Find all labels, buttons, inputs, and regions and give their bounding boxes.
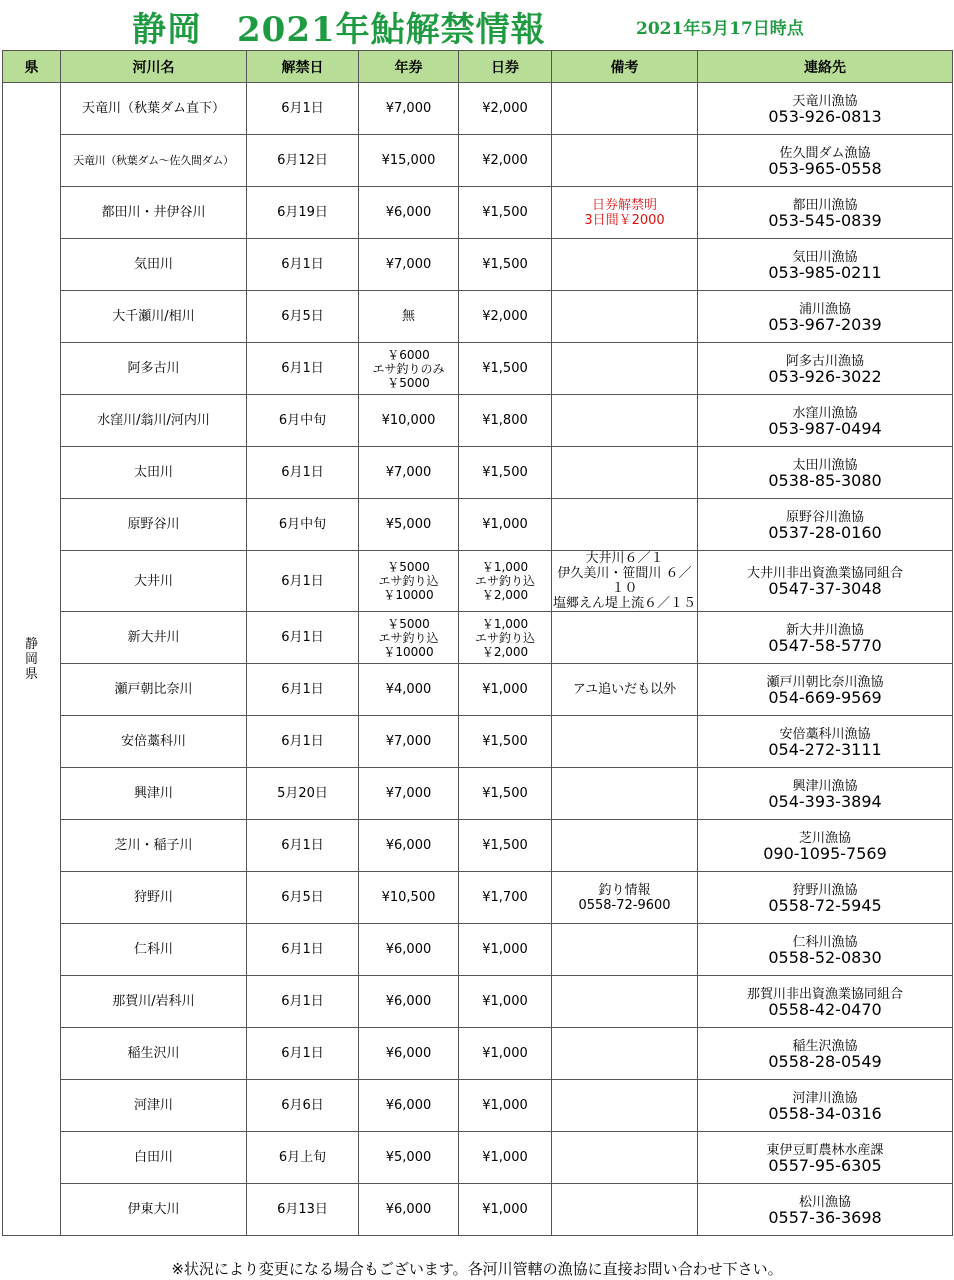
ayu-season-table <box>2 50 953 1236</box>
notes <box>552 343 698 395</box>
col-header-prefecture: 県 <box>3 51 61 83</box>
contact-phone: 054-669-9569 <box>768 687 882 707</box>
river-name: 原野谷川 <box>61 499 247 551</box>
notes <box>552 395 698 447</box>
contact-phone: 053-965-0558 <box>768 158 882 178</box>
contact-phone: 054-393-3894 <box>768 791 882 811</box>
contact-org: 大井川非出資漁業協同組合 <box>746 566 903 581</box>
river-name: 白田川 <box>61 1132 247 1184</box>
open-date: 6月1日 <box>247 716 359 768</box>
contact-org: 天竜川漁協 <box>792 93 858 109</box>
day-ticket: ¥1,500 <box>459 239 552 291</box>
notes <box>552 924 698 976</box>
contact-phone: 054-272-3111 <box>768 739 882 759</box>
annual-ticket: ¥5,000 <box>359 1132 459 1184</box>
day-ticket: ¥1,500 <box>459 716 552 768</box>
annual-ticket: ￥5000 エサ釣り込 ￥10000 <box>359 551 459 612</box>
prefecture-label: 静岡県 <box>24 636 38 682</box>
table-row <box>3 1184 953 1236</box>
annual-ticket: ￥5000 エサ釣り込 ￥10000 <box>359 612 459 664</box>
river-name: 天竜川（秋葉ダム～佐久間ダム） <box>61 135 247 187</box>
contact-phone: 053-926-0813 <box>768 106 882 126</box>
table-row <box>3 1028 953 1080</box>
contact-org: 太田川漁協 <box>792 457 858 473</box>
open-date: 6月5日 <box>247 291 359 343</box>
day-ticket: ¥1,000 <box>459 499 552 551</box>
river-name: 興津川 <box>61 768 247 820</box>
annual-ticket: ¥6,000 <box>359 976 459 1028</box>
contact-cell <box>698 820 953 872</box>
river-name: 伊東大川 <box>61 1184 247 1236</box>
contact-phone: 0557-36-3698 <box>768 1207 882 1227</box>
contact-org: 芝川漁協 <box>798 830 851 846</box>
river-name: 瀬戸朝比奈川 <box>61 664 247 716</box>
notes <box>552 768 698 820</box>
contact-phone: 053-987-0494 <box>768 418 882 438</box>
table-row <box>3 83 953 135</box>
open-date: 6月1日 <box>247 612 359 664</box>
table-row <box>3 551 953 612</box>
table-row <box>3 291 953 343</box>
contact-org: 水窪川漁協 <box>792 405 858 421</box>
open-date: 6月5日 <box>247 872 359 924</box>
contact-cell <box>698 239 953 291</box>
annual-ticket: ¥6,000 <box>359 924 459 976</box>
day-ticket: ¥1,000 <box>459 1184 552 1236</box>
day-ticket: ¥1,000 <box>459 1080 552 1132</box>
contact-phone: 0537-28-0160 <box>768 522 882 542</box>
contact-phone: 053-985-0211 <box>768 262 882 282</box>
notes: 大井川６／１ 伊久美川・笹間川 ６／１０ 塩郷えん堤上流６／１５ <box>552 551 696 611</box>
table-row <box>3 716 953 768</box>
contact-org: 佐久間ダム漁協 <box>779 145 871 161</box>
contact-cell <box>698 1132 953 1184</box>
annual-ticket: ¥10,000 <box>359 395 459 447</box>
notes <box>552 83 698 135</box>
prefecture-cell <box>3 83 61 1236</box>
day-ticket: ¥1,500 <box>459 768 552 820</box>
annual-ticket: ¥10,500 <box>359 872 459 924</box>
notes <box>552 612 698 664</box>
notes <box>552 499 698 551</box>
table-row <box>3 820 953 872</box>
contact-cell <box>698 716 953 768</box>
table-body <box>3 83 953 1236</box>
contact-org: 瀬戸川朝比奈川漁協 <box>766 674 884 690</box>
annual-ticket: ¥6,000 <box>359 820 459 872</box>
contact-phone: 0557-95-6305 <box>768 1155 882 1175</box>
contact-phone: 0558-28-0549 <box>768 1051 882 1071</box>
contact-org: 狩野川漁協 <box>792 882 858 898</box>
footer-note: ※状況により変更になる場合もございます。各河川管轄の漁協に直接お問い合わせ下さい。 <box>171 1260 783 1278</box>
river-name: 阿多古川 <box>61 343 247 395</box>
contact-phone: 053-926-3022 <box>768 366 882 386</box>
col-header-annual-ticket: 年券 <box>359 51 459 83</box>
contact-phone: 0558-42-0470 <box>768 999 882 1019</box>
contact-cell <box>698 1080 953 1132</box>
annual-ticket: ¥7,000 <box>359 768 459 820</box>
notes <box>552 716 698 768</box>
day-ticket: ¥2,000 <box>459 135 552 187</box>
col-header-notes: 備考 <box>552 51 698 83</box>
table-row <box>3 135 953 187</box>
river-name: 気田川 <box>61 239 247 291</box>
contact-org: 浦川漁協 <box>798 301 851 317</box>
contact-org: 新大井川漁協 <box>785 622 864 638</box>
contact-org: 原野谷川漁協 <box>785 509 864 525</box>
annual-ticket: ¥7,000 <box>359 716 459 768</box>
contact-cell <box>698 499 953 551</box>
river-name: 大千瀬川/相川 <box>61 291 247 343</box>
contact-org: 松川漁協 <box>798 1194 851 1210</box>
contact-cell <box>698 664 953 716</box>
day-ticket: ¥1,800 <box>459 395 552 447</box>
contact-cell <box>698 447 953 499</box>
open-date: 6月19日 <box>247 187 359 239</box>
annual-ticket: 無 <box>359 291 459 343</box>
annual-ticket: ¥6,000 <box>359 1080 459 1132</box>
open-date: 6月1日 <box>247 924 359 976</box>
notes <box>552 976 698 1028</box>
table-row <box>3 976 953 1028</box>
river-name: 稲生沢川 <box>61 1028 247 1080</box>
contact-cell <box>698 924 953 976</box>
col-header-river: 河川名 <box>61 51 247 83</box>
notes <box>552 1132 698 1184</box>
day-ticket: ¥1,000 <box>459 924 552 976</box>
contact-cell <box>698 551 953 612</box>
annual-ticket: ¥4,000 <box>359 664 459 716</box>
contact-org: 安倍藁科川漁協 <box>779 726 871 742</box>
annual-ticket: ¥6,000 <box>359 187 459 239</box>
notes <box>552 239 698 291</box>
table-row <box>3 924 953 976</box>
contact-phone: 0547-58-5770 <box>768 635 882 655</box>
day-ticket: ¥1,500 <box>459 820 552 872</box>
open-date: 6月1日 <box>247 1028 359 1080</box>
day-ticket: ¥1,500 <box>459 447 552 499</box>
contact-org: 稲生沢漁協 <box>792 1038 858 1054</box>
river-name: 狩野川 <box>61 872 247 924</box>
table-row <box>3 612 953 664</box>
river-name: 新大井川 <box>61 612 247 664</box>
contact-cell <box>698 1184 953 1236</box>
annual-ticket: ¥7,000 <box>359 239 459 291</box>
open-date: 6月6日 <box>247 1080 359 1132</box>
notes <box>552 820 698 872</box>
contact-cell <box>698 872 953 924</box>
contact-org: 那賀川非出資漁業協同組合 <box>746 986 903 1002</box>
col-header-open-date: 解禁日 <box>247 51 359 83</box>
notes: 日券解禁明 3日間￥2000 <box>552 187 698 239</box>
day-ticket: ¥1,500 <box>459 187 552 239</box>
open-date: 6月12日 <box>247 135 359 187</box>
open-date: 6月1日 <box>247 343 359 395</box>
notes <box>552 447 698 499</box>
river-name: 河津川 <box>61 1080 247 1132</box>
open-date: 6月1日 <box>247 239 359 291</box>
contact-cell <box>698 291 953 343</box>
open-date: 6月上旬 <box>247 1132 359 1184</box>
contact-phone: 090-1095-7569 <box>763 843 887 863</box>
open-date: 6月1日 <box>247 664 359 716</box>
contact-phone: 0558-34-0316 <box>768 1103 882 1123</box>
river-name: 水窪川/翁川/河内川 <box>61 395 247 447</box>
day-ticket: ￥1,000 エサ釣り込 ￥2,000 <box>459 551 552 612</box>
page-title: 静岡 2021年鮎解禁情報 <box>132 10 546 50</box>
contact-cell <box>698 1028 953 1080</box>
contact-cell <box>698 83 953 135</box>
day-ticket: ¥1,700 <box>459 872 552 924</box>
contact-phone: 053-545-0839 <box>768 210 882 230</box>
open-date: 6月1日 <box>247 83 359 135</box>
day-ticket: ¥2,000 <box>459 291 552 343</box>
notes <box>552 291 698 343</box>
river-name: 芝川・稲子川 <box>61 820 247 872</box>
contact-phone: 053-967-2039 <box>768 314 882 334</box>
contact-cell <box>698 395 953 447</box>
table-row <box>3 343 953 395</box>
notes <box>552 1184 698 1236</box>
open-date: 6月13日 <box>247 1184 359 1236</box>
contact-org: 河津川漁協 <box>792 1090 858 1106</box>
table-row <box>3 187 953 239</box>
open-date: 6月1日 <box>247 551 359 612</box>
open-date: 6月1日 <box>247 820 359 872</box>
page-header <box>0 0 954 50</box>
table-header-row <box>3 51 953 83</box>
table-row <box>3 1132 953 1184</box>
river-name: 天竜川（秋葉ダム直下） <box>61 83 247 135</box>
annual-ticket: ¥6,000 <box>359 1184 459 1236</box>
contact-phone: 0558-72-5945 <box>768 895 882 915</box>
col-header-contact: 連絡先 <box>698 51 953 83</box>
day-ticket: ¥1,500 <box>459 343 552 395</box>
day-ticket: ¥2,000 <box>459 83 552 135</box>
open-date: 6月1日 <box>247 447 359 499</box>
annual-ticket: ¥5,000 <box>359 499 459 551</box>
contact-phone: 0538-85-3080 <box>768 470 882 490</box>
open-date: 5月20日 <box>247 768 359 820</box>
notes <box>552 1028 698 1080</box>
contact-org: 阿多古川漁協 <box>785 353 864 369</box>
contact-org: 都田川漁協 <box>792 197 858 213</box>
river-name: 安倍藁科川 <box>61 716 247 768</box>
contact-cell <box>698 768 953 820</box>
table-row <box>3 499 953 551</box>
table-row <box>3 664 953 716</box>
contact-phone: 0547-37-3048 <box>768 579 882 598</box>
day-ticket: ￥1,000 エサ釣り込 ￥2,000 <box>459 612 552 664</box>
contact-cell <box>698 612 953 664</box>
table-row <box>3 239 953 291</box>
table-row <box>3 768 953 820</box>
annual-ticket: ¥6,000 <box>359 1028 459 1080</box>
notes <box>552 1080 698 1132</box>
river-name: 太田川 <box>61 447 247 499</box>
open-date: 6月中旬 <box>247 395 359 447</box>
notes: 釣り情報 0558-72-9600 <box>552 872 698 924</box>
contact-phone: 0558-52-0830 <box>768 947 882 967</box>
contact-org: 興津川漁協 <box>792 778 858 794</box>
table-row <box>3 447 953 499</box>
col-header-day-ticket: 日券 <box>459 51 552 83</box>
day-ticket: ¥1,000 <box>459 1028 552 1080</box>
river-name: 都田川・井伊谷川 <box>61 187 247 239</box>
contact-org: 東伊豆町農林水産課 <box>766 1142 884 1158</box>
contact-cell <box>698 343 953 395</box>
open-date: 6月1日 <box>247 976 359 1028</box>
contact-org: 仁科川漁協 <box>792 934 858 950</box>
day-ticket: ¥1,000 <box>459 1132 552 1184</box>
day-ticket: ¥1,000 <box>459 664 552 716</box>
river-name: 仁科川 <box>61 924 247 976</box>
table-row <box>3 1080 953 1132</box>
contact-cell <box>698 976 953 1028</box>
notes: アユ追いだも以外 <box>552 664 698 716</box>
contact-cell <box>698 187 953 239</box>
annual-ticket: ¥7,000 <box>359 447 459 499</box>
river-name: 那賀川/岩科川 <box>61 976 247 1028</box>
annual-ticket: ¥15,000 <box>359 135 459 187</box>
as-of-date: 2021年5月17日時点 <box>636 19 804 39</box>
table-row <box>3 872 953 924</box>
annual-ticket: ¥7,000 <box>359 83 459 135</box>
notes <box>552 135 698 187</box>
annual-ticket: ￥6000 エサ釣りのみ ￥5000 <box>359 343 459 395</box>
river-name: 大井川 <box>61 551 247 612</box>
contact-cell <box>698 135 953 187</box>
contact-org: 気田川漁協 <box>792 249 858 265</box>
open-date: 6月中旬 <box>247 499 359 551</box>
day-ticket: ¥1,000 <box>459 976 552 1028</box>
table-row <box>3 395 953 447</box>
